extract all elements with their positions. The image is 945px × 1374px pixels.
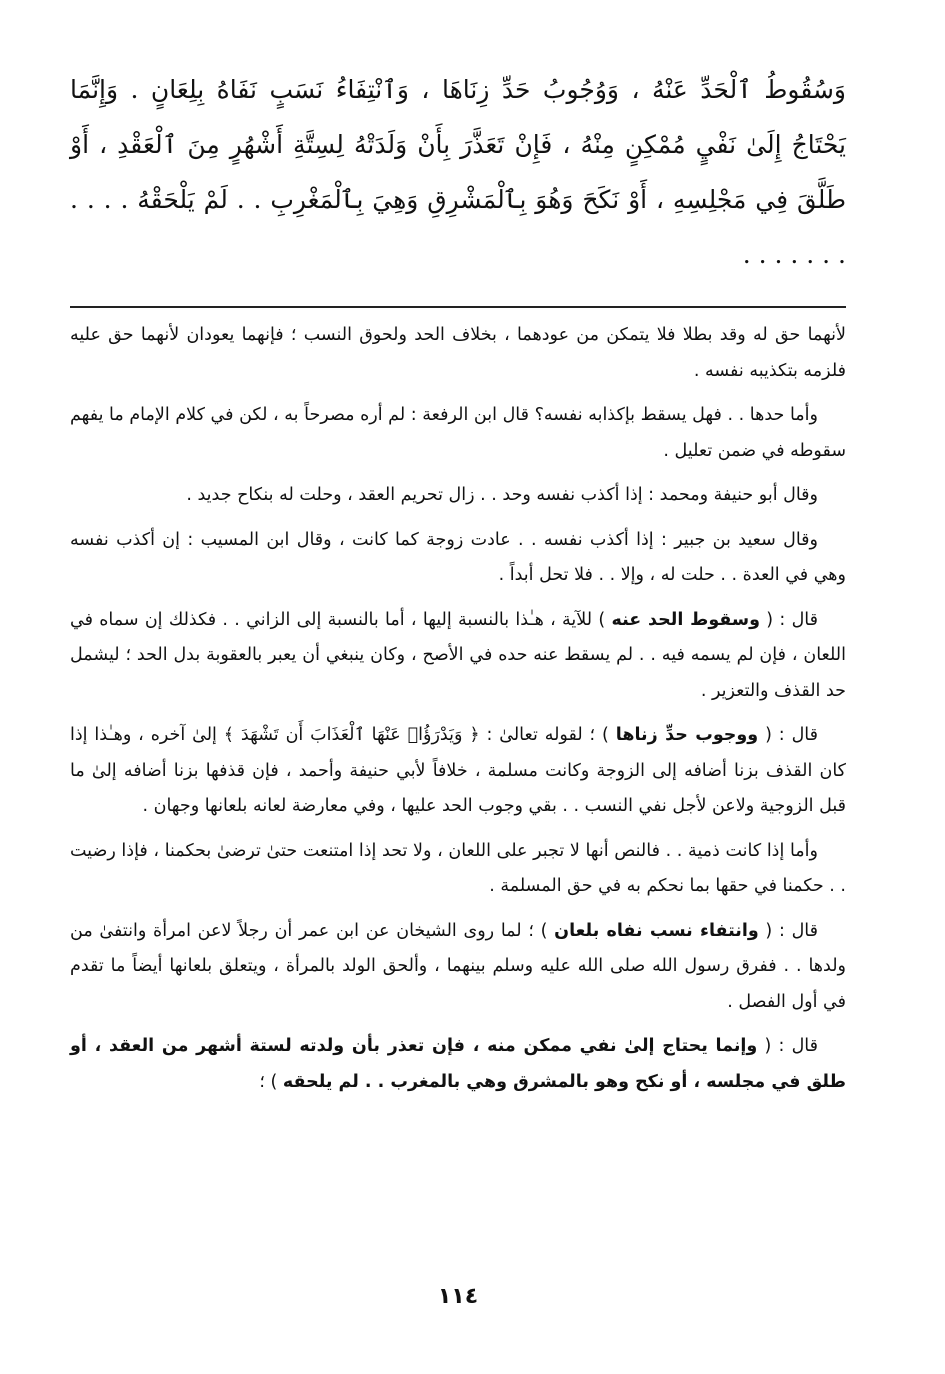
paragraph-text: وأما حدها . . فهل يسقط بإكذابه نفسه؟ قال ابن الرفعة : لم أره مصرحاً به ، لكن في كلام الإمام ما يفهم سقوطه في ضمن تعليل . — [70, 405, 846, 461]
commentary-paragraph — [70, 398, 846, 469]
commentary-paragraph — [70, 523, 846, 594]
paragraph-text: قال : ( — [758, 920, 819, 941]
quoted-matn: وانتفاء نسب نفاه بلعان — [554, 920, 759, 941]
commentary-paragraph — [70, 914, 846, 1021]
paragraph-text: ) ؛ — [259, 1071, 283, 1092]
commentary-paragraph — [70, 834, 846, 905]
paragraph-text: قال : ( — [759, 609, 819, 630]
commentary-paragraph — [70, 478, 846, 514]
paragraph-text: وقال سعيد بن جبير : إذا أكذب نفسه . . عادت زوجة كما كانت ، وقال ابن المسيب : إن أكذب نفسه وهي في العدة . . حلت له ، وإلا . . فلا تحل أبداً . — [70, 529, 846, 585]
commentary-paragraph — [70, 718, 846, 825]
quoted-matn: وإنما يحتاج إلىٰ نفي ممكن منه ، فإن تعذر بأن ولدته لستة أشهر من العقد ، أو طلق في مجلسه ، أو نكح وهو بالمشرق وهي بالمغرب . . لم يلحقه — [70, 1036, 846, 1092]
commentary-paragraph — [70, 603, 846, 710]
quoted-matn: وسقوط الحد عنه — [611, 609, 760, 630]
paragraph-text: ) ؛ لما روى الشيخان عن ابن عمر أن رجلاً لاعن امرأة وانتفىٰ من ولدها . . ففرق رسول الله صلى الله عليه وسلم بينهما ، وألحق الولد بالمرأة ، ويتعلق بلعانها أيضاً ما تقدم في أول الفصل . — [70, 920, 846, 1012]
commentary-body — [70, 318, 846, 1100]
quoted-matn: ووجوب حدِّ زناها — [615, 725, 759, 745]
paragraph-text: ) ؛ لقوله تعالىٰ : ﴿ وَيَدْرَؤُا۟ عَنْهَا ٱلْعَذَابَ أَن تَشْهَدَ ﴾ إلىٰ آخره ، وهـٰذا إذا كان القذف بزنا أضافه إلى الزوجة وكانت مسلمة ، خلافاً لأبي حنيفة وأحمد ، فإن قذفها بزنا أضافه إلىٰ ما قبل الزوجية ولاعن لأجل نفي النسب . . بقي وجوب الحد عليها ، وفي معارضة لعانه بلعانها وجهان . — [70, 725, 846, 816]
paragraph-text: لأنهما حق له وقد بطلا فلا يتمكن من عودهما ، بخلاف الحد ولحوق النسب ؛ فإنهما يعودان لأنهما حق عليه فلزمه بتكذيبه نفسه . — [70, 325, 846, 381]
book-page — [70, 62, 846, 1352]
page-number: ١١٤ — [437, 1284, 479, 1309]
paragraph-text: وأما إذا كانت ذمية . . فالنص أنها لا تجبر على اللعان ، ولا تحد إذا امتنعت حتىٰ ترضىٰ بحكمنا ، فإذا رضيت . . حكمنا في حقها بما نحكم به في حق المسلمة . — [70, 840, 846, 896]
paragraph-text: قال : ( — [758, 725, 818, 745]
matn-text: وَسُقُوطُ ٱلْحَدِّ عَنْهُ ، وَوُجُوبُ حَدِّ زِنَاهَا ، وَٱنْتِفَاءُ نَسَبٍ نَفَاهُ بِلِعَانٍ . وَإِنَّمَا يَحْتَاجُ إِلَىٰ نَفْيٍ مُمْكِنٍ مِنْهُ ، فَإِنْ تَعَذَّرَ بِأَنْ وَلَدَتْهُ لِسِتَّةِ أَشْهُرٍ مِنَ ٱلْعَقْدِ ، أَوْ طَلَّقَ فِي مَجْلِسِهِ ، أَوْ نَكَحَ وَهُوَ بِٱلْمَشْرِقِ وَهِيَ بِٱلْمَغْرِبِ . . لَمْ يَلْحَقْهُ . . . . . . . . . . . — [70, 75, 846, 269]
footnote-divider — [70, 306, 846, 308]
paragraph-text: وقال أبو حنيفة ومحمد : إذا أكذب نفسه وحد . . زال تحريم العقد ، وحلت له بنكاح جديد . — [186, 485, 818, 505]
paragraph-text: قال : ( — [757, 1036, 818, 1056]
paragraph-text: ) للآية ، هـٰذا بالنسبة إليها ، أما بالنسبة إلى الزاني . . فكذلك إن سماه في اللعان ، فإن لم يسمه فيه . . لم يسقط عنه حده في الأصح ، وكان ينبغي أن يعبر بالعقوبة بدل الحد ؛ ليشمل حد القذف والتعزير . — [70, 609, 846, 701]
commentary-paragraph — [70, 1029, 846, 1100]
commentary-paragraph — [70, 318, 846, 389]
